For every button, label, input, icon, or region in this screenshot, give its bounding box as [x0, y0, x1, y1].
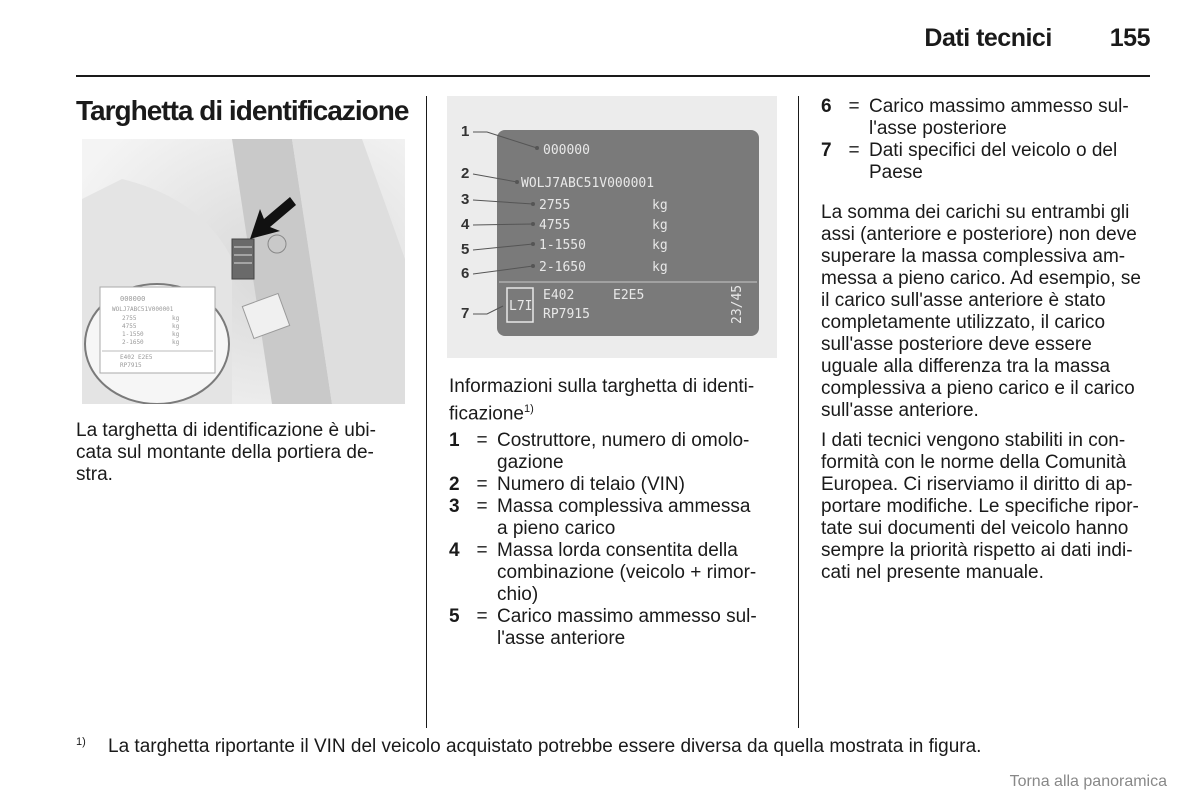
plate-value-vin: WOLJ7ABC51V000001: [521, 176, 655, 191]
item-eq: =: [848, 140, 860, 161]
paragraph-line: complessiva a pieno carico e il carico: [821, 378, 1135, 399]
callout-6: 6: [461, 265, 470, 282]
location-text-line: cata sul montante della portiera de-: [76, 442, 374, 463]
item-line: combinazione (veicolo + rimor-: [497, 562, 757, 583]
plate-value-front-axle: 1-1550: [539, 238, 586, 253]
svg-text:kg: kg: [172, 315, 180, 322]
svg-text:2-1650: 2-1650: [122, 339, 144, 346]
plate-paint-code: L7I: [509, 299, 533, 314]
page-number: 155: [1109, 24, 1150, 52]
callout-4: 4: [461, 216, 470, 233]
svg-text:E402 E2E5: E402 E2E5: [120, 354, 153, 361]
paragraph-line: sull'asse anteriore.: [821, 400, 979, 421]
plate-on-pillar: [232, 239, 254, 279]
plate-value-rear-axle: 2-1650: [539, 260, 586, 275]
item-number: 7: [821, 140, 832, 161]
plate-value-manufacturer: 000000: [543, 143, 590, 158]
axle-load-paragraph: [821, 202, 1151, 422]
item-text: [869, 140, 1151, 184]
item-line: Massa complessiva ammessa: [497, 496, 751, 517]
item-number: 3: [449, 496, 460, 517]
item-text: [497, 430, 779, 474]
item-line: Dati specifici del veicolo o del: [869, 140, 1118, 161]
callout-3: 3: [461, 191, 470, 208]
caption-line: [449, 398, 779, 425]
item-line: Carico massimo ammesso sul-: [869, 96, 1129, 117]
section-heading: Targhetta di identificazione: [76, 95, 409, 126]
footnote-mark: 1): [76, 736, 86, 748]
plate-unit: kg: [652, 238, 668, 253]
paragraph-line: sull'asse posteriore deve essere: [821, 334, 1092, 355]
back-to-overview-link[interactable]: Torna alla panoramica: [1009, 773, 1167, 790]
svg-text:2755: 2755: [122, 315, 137, 322]
item-eq: =: [476, 496, 488, 517]
item-eq: =: [476, 540, 488, 561]
plate-value-gross-mass: 2755: [539, 198, 571, 213]
plate-location-figure: [82, 139, 405, 404]
item-line: l'asse anteriore: [497, 628, 626, 649]
page-header: [924, 24, 1150, 53]
item-text: [497, 540, 779, 606]
item-eq: =: [476, 474, 488, 495]
svg-text:RP7915: RP7915: [120, 362, 142, 369]
list-item: [821, 96, 1151, 140]
svg-text:kg: kg: [172, 331, 180, 338]
footnote-text: La targhetta riportante il VIN del veicolo acquistato potrebbe essere diversa da quella mostrata in figura.: [108, 736, 982, 757]
list-item: [449, 474, 779, 496]
caption-text: ficazione: [449, 403, 524, 425]
svg-text:4755: 4755: [122, 323, 137, 330]
column-divider-left: [426, 96, 427, 728]
callout-1: 1: [461, 123, 470, 140]
item-text: [497, 496, 779, 540]
plate-value-combination-mass: 4755: [539, 218, 571, 233]
footnote-ref: 1): [524, 403, 534, 415]
svg-text:1-1550: 1-1550: [122, 331, 144, 338]
plate-unit: kg: [652, 218, 668, 233]
item-text: [497, 606, 779, 650]
paragraph-line: I dati tecnici vengono stabiliti in con-: [821, 430, 1126, 451]
plate-unit: kg: [652, 260, 668, 275]
item-line: Costruttore, numero di omolo-: [497, 430, 750, 451]
caption-line: Informazioni sulla targhetta di identi-: [449, 376, 755, 397]
plate-figure: [447, 96, 777, 358]
item-line: Numero di telaio (VIN): [497, 474, 685, 495]
item-line: Massa lorda consentita della: [497, 540, 738, 561]
footnote: [76, 736, 981, 758]
paragraph-line: La somma dei carichi su entrambi gli: [821, 202, 1130, 223]
item-line: Carico massimo ammesso sul-: [497, 606, 757, 627]
location-text-line: stra.: [76, 464, 113, 485]
paragraph-line: tate sui documenti del veicolo hanno: [821, 518, 1129, 539]
paragraph-line: completamente utilizzato, il carico: [821, 312, 1106, 333]
plate-diagram: [447, 96, 777, 358]
plate-code-a: E402: [543, 288, 575, 303]
paragraph-line: sempre la priorità rispetto ai dati indi-: [821, 540, 1133, 561]
column-divider-right: [798, 96, 799, 728]
header-divider: [76, 75, 1150, 77]
list-item: [449, 496, 779, 540]
item-number: 5: [449, 606, 460, 627]
svg-text:kg: kg: [172, 339, 180, 346]
paragraph-line: superare la massa complessiva am-: [821, 246, 1126, 267]
item-number: 6: [821, 96, 832, 117]
item-eq: =: [476, 430, 488, 451]
item-text: [869, 96, 1151, 140]
legend-list-middle: [449, 430, 779, 650]
paragraph-line: formità con le norme della Comunità: [821, 452, 1127, 473]
plate-code-c: RP7915: [543, 307, 590, 322]
item-number: 4: [449, 540, 460, 561]
item-line: chio): [497, 584, 539, 605]
paragraph-line: uguale alla differenza tra la massa: [821, 356, 1111, 377]
plate-code-b: E2E5: [613, 288, 645, 303]
item-eq: =: [476, 606, 488, 627]
svg-text:kg: kg: [172, 323, 180, 330]
callout-2: 2: [461, 165, 470, 182]
section-title-header: Dati tecnici: [924, 24, 1052, 52]
item-text: [497, 474, 779, 496]
item-line: gazione: [497, 452, 564, 473]
plate-code-side: 23/45: [730, 284, 745, 324]
callout-7: 7: [461, 305, 470, 322]
plate-caption: [449, 376, 779, 425]
list-item: [821, 140, 1151, 184]
list-item: [449, 430, 779, 474]
callout-5: 5: [461, 241, 470, 258]
location-text-line: La targhetta di identificazione è ubi-: [76, 420, 376, 441]
paragraph-line: Europea. Ci riserviamo il diritto di ap-: [821, 474, 1133, 495]
item-number: 1: [449, 430, 460, 451]
item-line: Paese: [869, 162, 923, 183]
paragraph-line: il carico sull'asse anteriore è stato: [821, 290, 1106, 311]
plate-unit: kg: [652, 198, 668, 213]
svg-text:000000: 000000: [120, 295, 146, 303]
location-description: [76, 420, 406, 486]
door-pillar-illustration: [82, 139, 405, 404]
item-number: 2: [449, 474, 460, 495]
item-line: l'asse posteriore: [869, 118, 1007, 139]
paragraph-line: assi (anteriore e posteriore) non deve: [821, 224, 1137, 245]
paragraph-line: portare modifiche. Le specifiche ripor-: [821, 496, 1139, 517]
svg-text:WOLJ7ABC51V000001: WOLJ7ABC51V000001: [112, 306, 174, 313]
item-line: a pieno carico: [497, 518, 616, 539]
list-item: [449, 606, 779, 650]
list-item: [449, 540, 779, 606]
technical-data-paragraph: [821, 430, 1151, 584]
legend-list-right: [821, 96, 1151, 184]
paragraph-line: messa a pieno carico. Ad esempio, se: [821, 268, 1142, 289]
item-eq: =: [848, 96, 860, 117]
identification-plate: [497, 130, 759, 336]
paragraph-line: cati nel presente manuale.: [821, 562, 1044, 583]
